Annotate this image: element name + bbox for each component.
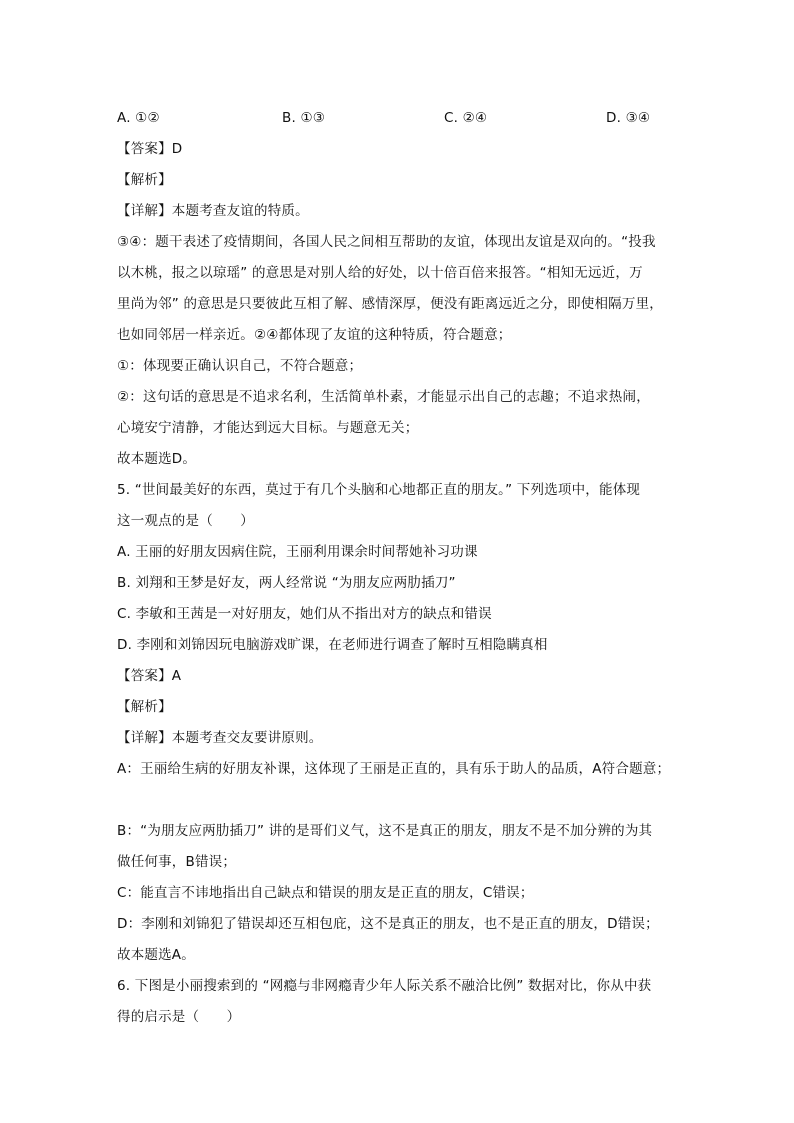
q5-detail: 【详解】本题考查交友要讲原则。 bbox=[117, 730, 323, 746]
q5-stem-line: 5. “世间最美好的东西，莫过于有几个头脑和心地都正直的朋友。” 下列选项中，能体现 bbox=[117, 482, 641, 498]
q4-explanation-line: 里尚为邻” 的意思是只要彼此互相了解、感情深厚，便没有距离远近之分，即使相隔万里， bbox=[117, 296, 663, 312]
q6-stem-line: 得的启示是（ ） bbox=[117, 1009, 241, 1025]
q4-detail: 【详解】本题考查友谊的特质。 bbox=[117, 203, 309, 219]
q5-explanation-a: A：王丽给生病的好朋友补课，这体现了王丽是正直的，具有乐于助人的品质，A符合题意； bbox=[117, 761, 671, 777]
q4-explanation-line: 心境安宁清静，才能达到远大目标。与题意无关； bbox=[117, 420, 419, 436]
q4-explanation-line: ③④：题干表述了疫情期间，各国人民之间相互帮助的友谊，体现出友谊是双向的。“投我 bbox=[117, 234, 656, 250]
q5-explanation-line: D：李刚和刘锦犯了错误却还互相包庇，这不是真正的朋友，也不是正直的朋友，D错误； bbox=[117, 916, 659, 932]
q4-answer: 【答案】D bbox=[117, 141, 183, 157]
q5-conclusion: 故本题选A。 bbox=[117, 947, 195, 963]
q6-stem-line: 6. 下图是小丽搜索到的 “网瘾与非网瘾青少年人际关系不融洽比例” 数据对比，你从中获 bbox=[117, 978, 652, 994]
q5-answer: 【答案】A bbox=[117, 668, 182, 684]
q4-option-d: D. ③④ bbox=[606, 110, 651, 126]
q4-conclusion: 故本题选D。 bbox=[117, 451, 197, 467]
q5-explanation-line: B：“为朋友应两肋插刀” 讲的是哥们义气，这不是真正的朋友，朋友不是不加分辨的为其 bbox=[117, 823, 653, 839]
q4-option-a: A. ①② bbox=[117, 110, 160, 126]
q5-option-a: A. 王丽的好朋友因病住院，王丽利用课余时间帮她补习功课 bbox=[117, 544, 478, 560]
q5-explanation-line: 做任何事，B错误； bbox=[117, 854, 237, 870]
q4-explanation-line: 以木桃，报之以琼瑶” 的意思是对别人给的好处，以十倍百倍来报答。“相知无远近，万 bbox=[117, 265, 643, 281]
q4-option-c: C. ②④ bbox=[444, 110, 488, 126]
document-page bbox=[117, 103, 687, 1033]
q5-explanation-line: C：能直言不讳地指出自己缺点和错误的朋友是正直的朋友，C错误； bbox=[117, 885, 534, 901]
q4-explanation-line: ①：体现要正确认识自己，不符合题意； bbox=[117, 358, 363, 374]
q4-option-b: B. ①③ bbox=[282, 110, 326, 126]
q4-analysis-label: 【解析】 bbox=[117, 172, 172, 188]
q4-options bbox=[117, 103, 687, 134]
q4-explanation-line: 也如同邻居一样亲近。②④都体现了友谊的这种特质，符合题意； bbox=[117, 327, 512, 343]
q5-option-b: B. 刘翔和王梦是好友，两人经常说 “为朋友应两肋插刀” bbox=[117, 575, 456, 591]
q5-option-c: C. 李敏和王茜是一对好朋友，她们从不指出对方的缺点和错误 bbox=[117, 606, 492, 622]
q5-analysis-label: 【解析】 bbox=[117, 699, 172, 715]
blank-line bbox=[117, 785, 687, 816]
q5-stem-line: 这一观点的是（ ） bbox=[117, 513, 254, 529]
q5-option-d: D. 李刚和刘锦因玩电脑游戏旷课，在老师进行调查了解时互相隐瞒真相 bbox=[117, 637, 548, 653]
q4-explanation-line: ②：这句话的意思是不追求名利，生活简单朴素，才能显示出自己的志趣；不追求热闹， bbox=[117, 389, 650, 405]
